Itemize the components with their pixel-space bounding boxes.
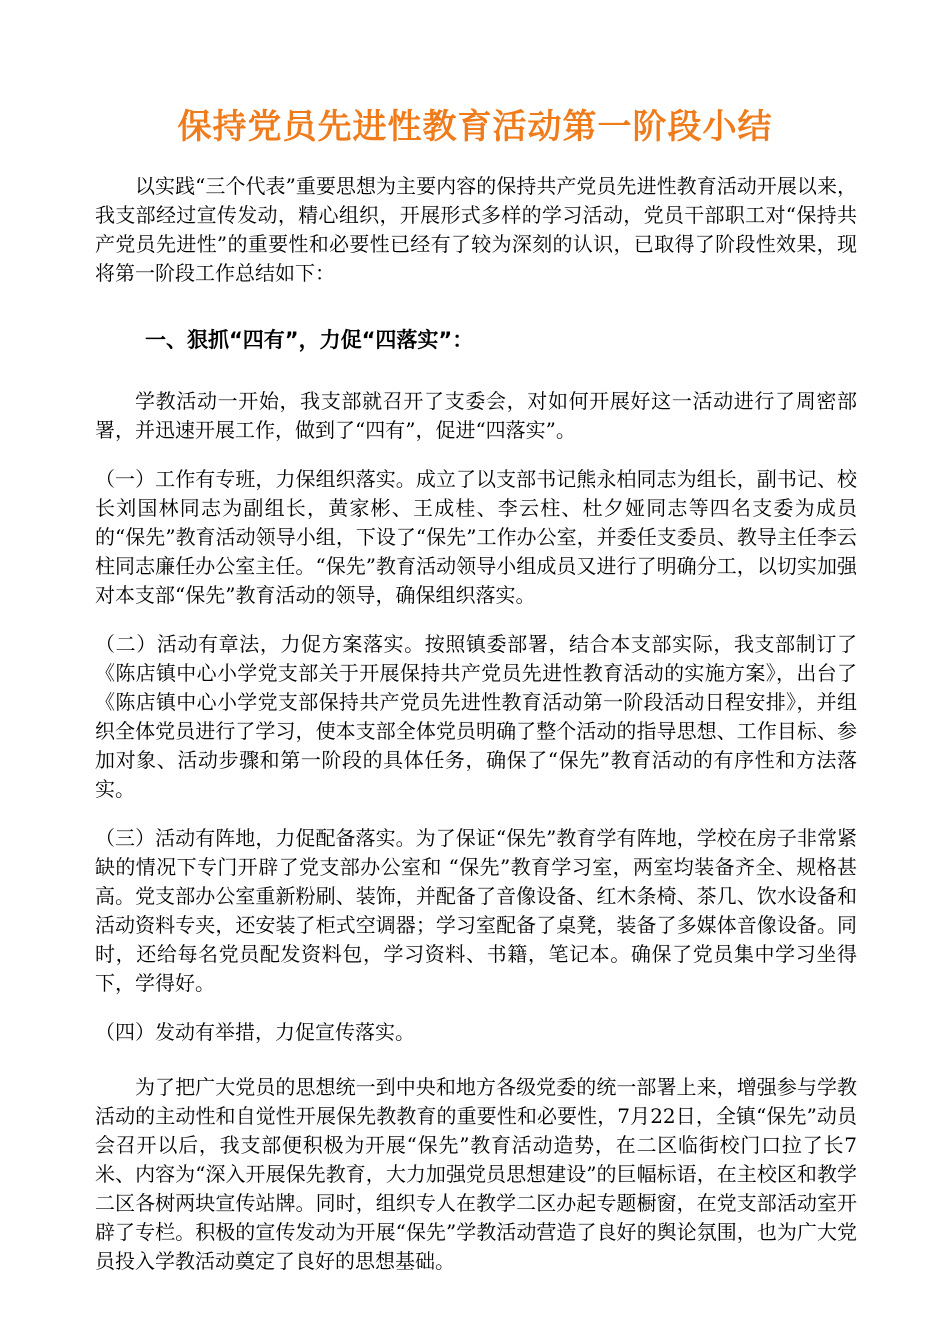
item-paragraph-4: 为了把广大党员的思想统一到中央和地方各级党委的统一部署上来，增强参与学教活动的主动性和自觉性开展保先教教育的重要性和必要性，7月22日，全镇“保先”动员会召开以后，我支部便积极为开展“保先”教育活动造势，在二区临街校门口拉了长7米、内容为“深入开展保先教育，大力加强党员思想建设”的巨幅标语，在主校区和教学二区各树两块宣传站牌。同时，组织专人在教学二区办起专题橱窗，在党支部活动室开辟了专栏。积极的宣传发动为开展“保先”学教活动营造了良好的舆论氛围，也为广大党员投入学教活动奠定了良好的思想基础。 (95, 1075, 857, 1273)
item-paragraph-1: （一）工作有专班，力保组织落实。成立了以支部书记熊永柏同志为组长，副书记、校长刘国林同志为副组长，黄家彬、王成桂、李云柱、杜夕娅同志等四名支委为成员的“保先”教育活动领导小组，下设了“保先”工作办公室，并委任支委员、教导主任李云柱同志廉任办公室主任。“保先”教育活动领导小组成员又进行了明确分工，以切实加强对本支部“保先”教育活动的领导，确保组织落实。 (95, 467, 857, 607)
document-body (95, 172, 857, 1276)
section-intro-paragraph: 学教活动一开始，我支部就召开了支委会，对如何开展好这一活动进行了周密部署，并迅速开展工作，做到了“四有”，促进“四落实”。 (95, 389, 857, 442)
document-title: 保持党员先进性教育活动第一阶段小结 (177, 107, 773, 147)
item-paragraph-3: （三）活动有阵地，力促配备落实。为了保证“保先”教育学有阵地，学校在房子非常紧缺的情况下专门开辟了党支部办公室和 “保先”教育学习室，两室均装备齐全、规格甚高。党支部办公室重新粉刷、装饰，并配备了音像设备、红木条椅、茶几、饮水设备和活动资料专夹，还安装了柜式空调器；学习室配备了桌凳，装备了多媒体音像设备。同时，还给每名党员配发资料包，学习资料、书籍，笔记本。确保了党员集中学习坐得下，学得好。 (95, 826, 857, 995)
section-heading: 一、狠抓“四有”，力促“四落实”： (145, 328, 474, 352)
item-heading-4: （四）发动有举措，力促宣传落实。 (95, 1020, 415, 1044)
intro-paragraph: 以实践“三个代表”重要思想为主要内容的保持共产党员先进性教育活动开展以来，我支部经过宣传发动，精心组织，开展形式多样的学习活动，党员干部职工对“保持共产党员先进性”的重要性和必要性已经有了较为深刻的认识，已取得了阶段性效果，现将第一阶段工作总结如下： (95, 174, 857, 285)
item-paragraph-2: （二）活动有章法，力促方案落实。按照镇委部署，结合本支部实际，我支部制订了《陈店镇中心小学党支部关于开展保持共产党员先进性教育活动的实施方案》，出台了《陈店镇中心小学党支部保持共产党员先进性教育活动第一阶段活动日程安排》，并组织全体党员进行了学习，使本支部全体党员明确了整个活动的指导思想、工作目标、参加对象、活动步骤和第一阶段的具体任务，确保了“保先”教育活动的有序性和方法落实。 (95, 632, 857, 801)
